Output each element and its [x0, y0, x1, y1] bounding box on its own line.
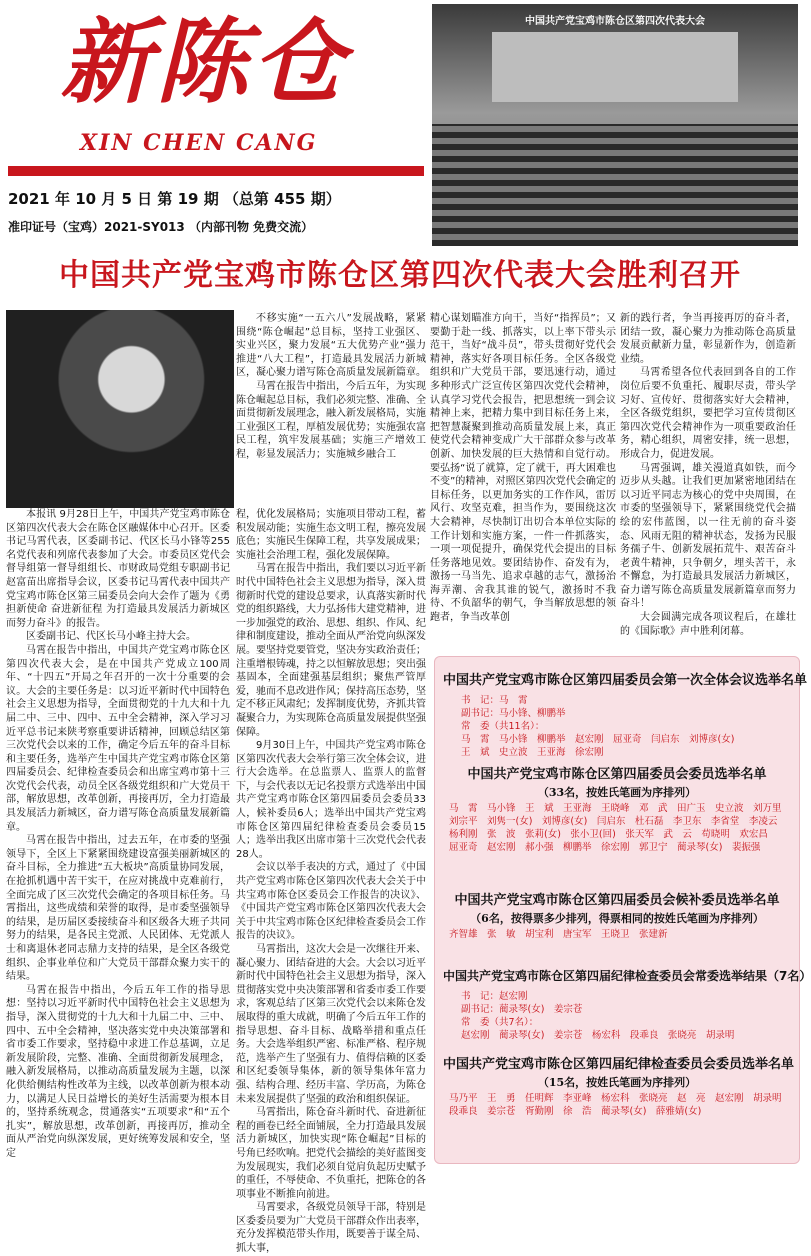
article-column-2-top	[236, 312, 426, 508]
article-paragraph: 9月30日上午，中国共产党宝鸡市陈仓区第四次代表大会举行第三次全体会议，进行大会选举。在总监票人、监票人的监督下，与会代表以无记名投票方式选举出中国共产党宝鸡市陈仓区第四届委员会委员33人，候补委员6人；选举出中国共产党宝鸡市陈仓区第四届纪律检查委员会委员15人；选举出我区出席市第十三次党代会代表28人。	[236, 740, 426, 860]
issue-date: 2021 年 10 月 5 日 第 19 期 （总第 455 期）	[8, 190, 341, 208]
article-paragraph: 精心谋划瞄准方向干，当好“指挥员”；又要勤于赴一线、抓落实，以上率下带头示范干，当好“战斗员”，带头贯彻好党代会精神，落实好各项目标任务。全区各级党组织和广大党员干部，要迅速行动，通过多种形式广泛宣传区第四次党代会精神，认真学习党代会报告，把思想统一到会议精神上来，把精力集中到目标任务上来，把智慧凝聚到推动高质量发展上来，真正使党代会精神变成广大干部群众参与改革创新、加快发展的巨大热情和自觉行动。要弘扬“说了就算，定了就干，再大困难也不变”的精神，对照区第四次党代会确定的目标任务，以更加务实的工作作风，雷厉风行、攻坚克难，担当作为，要围绕这次大会精神，尽快制订出切合本单位实际的工作计划和实施方案，一件一件抓落实，一项一项促提升，确保党代会提出的目标任务落地见效。要团结协作、奋发有为，激扬一马当先、追求卓越的志气，激扬治海弄潮、舍我其谁的锐气，激扬时不我待、不负韶华的朝气，争当解放思想的领跑者，争当改革创	[430, 313, 616, 624]
article-column-1	[6, 508, 230, 1178]
name-line: 书 记：马 霄	[461, 695, 528, 706]
hall-banner: 中国共产党宝鸡市陈仓区第四次代表大会	[525, 16, 705, 27]
hall-stage	[492, 32, 738, 102]
election-results-box	[434, 656, 811, 1164]
section-note: （15名，按姓氏笔画为序排列）	[537, 1076, 697, 1089]
committee-members-section	[443, 763, 791, 854]
name-line: 副书记：蔺录琴(女) 姜宗苍	[461, 1004, 583, 1015]
name-line: 赵宏刚 蔺录琴(女) 姜宗苍 杨宏科 段乖良 张晓亮 胡录明	[461, 1030, 735, 1041]
section-note: （33名，按姓氏笔画为序排列）	[537, 786, 697, 799]
discipline-members-section	[443, 1053, 795, 1118]
alternate-members-section	[443, 889, 791, 941]
article-paragraph: 不移实施“一五六八”发展战略，紧紧围绕“陈仓崛起”总目标，坚持工业强区、实业兴区，聚力发展“五大优势产业”强力推进“八大工程”，打造最具发展活力新城区，凝心聚力谱写陈仓高质量发展新篇章。	[236, 313, 426, 379]
article-column-4	[620, 312, 796, 648]
name-line: 常 委（共11名）：	[461, 721, 545, 732]
article-paragraph: 马霄指出，这次大会是一次继往开来、凝心聚力、团结奋进的大会。大会以习近平新时代中国特色社会主义思想为指导，深入贯彻落实党中央决策部署和省委市委工作要求，客观总结了区第三次党代会以来陈仓发展取得的重大成就，明确了今后五年工作的指导思想、奋斗目标、战略举措和重点任务。大会选举组织严密、标准严格、程序规范，选举产生了坚强有力、值得信赖的区委和区纪委领导集体，新的领导集体年富力强、结构合理、经历丰富、学历高，为陈仓未来发展提供了坚强的政治和组织保证。	[236, 944, 426, 1105]
masthead-logo: 新陈仓	[60, 8, 349, 116]
name-line: 书 记：赵宏刚	[461, 991, 528, 1002]
name-list: 齐智雄 张 敏 胡宝利 唐宝军 王晓卫 张建新	[449, 929, 668, 940]
article-paragraph: 马霄在报告中指出，今后五年，为实现陈仓崛起总目标，我们必须完整、准确、全面贯彻新发展理念，融入新发展格局，实施工业强区工程，厚植发展优势；实施强农富民工程，筑牢发展基础；实施三产增效工程，彰显发展活力；实施城乡融合工	[236, 380, 426, 460]
speaker-photo	[6, 310, 234, 508]
name-line: 马 霄 马小锋 柳鹏举 赵宏刚 屈亚奇 闫启东 刘博彦(女)	[461, 734, 735, 745]
article-paragraph: 本报讯 9月28日上午，中国共产党宝鸡市陈仓区第四次代表大会在陈仓区融媒体中心召开。区委书记马霄代表，区委副书记、代区长马小锋等255名党代表和列席代表参加了大会。市委员区党代会督导组第一督导组组长、市财政局党组专职副书记赵富苗出席指导会议，区委书记马霄代表中国共产党宝鸡市陈仓区第三届委员会向大会作了题为《勇担新使命 奋进新征程 为打造最具发展活力新城区而努力奋斗》的报告。	[6, 509, 230, 629]
section-title: 中国共产党宝鸡市陈仓区第四届委员会第一次全体会议选举名单	[443, 673, 808, 688]
name-list: 马 霄 马小锋 王 斌 王亚海 王晓峰 邓 武 田广玉 史立波 刘万里 刘宗平 刘隽一(女) 刘博彦(女) 闫启东 杜石磊 李卫东 李省堂 李凌云 杨利刚 张 波 张莉(女) 张小卫(回) 张天军 武 云 苟晓明 欢宏昌 屈亚奇 赵宏刚 郝小强 柳鹏举 徐宏刚 郭卫宁 蔺录琴(女) 裴振强	[449, 803, 792, 853]
section-note: （6名，按得票多少排列，得票相同的按姓氏笔画为序排列）	[470, 912, 764, 925]
article-paragraph: 会议以举手表决的方式，通过了《中国共产党宝鸡市陈仓区第四次代表大会关于中共宝鸡市陈仓区委员会工作报告的决议》、《中国共产党宝鸡市陈仓区第四次代表大会关于中共宝鸡市陈仓区纪律检查委员会工作报告的决议》。	[236, 862, 426, 942]
article-column-3	[430, 312, 616, 648]
discipline-standing-section	[443, 967, 811, 1042]
article-paragraph: 新的践行者，争当再接再厉的奋斗者，团结一致，凝心聚力为推动陈仓高质量发展贡献新力量，彰显新作为，创造新业绩。	[620, 313, 796, 365]
standing-committee-section	[443, 669, 808, 759]
article-paragraph: 程，优化发展格局；实施项目带动工程，蓄积发展动能；实施生态文明工程，擦亮发展底色；实施民生保障工程，共享发展成果；实施社会治理工程，强化发展保障。	[236, 509, 426, 561]
section-title: 中国共产党宝鸡市陈仓区第四届纪律检查委员会委员选举名单	[443, 1057, 795, 1072]
article-paragraph: 马霄在报告中指出，中国共产党宝鸡市陈仓区第四次代表大会，是在中国共产党成立100周年、“十四五”开局之年召开的一次十分重要的会议。大会的主要任务是：以习近平新时代中国特色社会主义思想为指导，全面贯彻党的十九大和十九届二中、三中、四中、五中全会精神，深入学习习近平总书记来陕考察重要讲话精神，回顾总结区第三次党代会以来的工作，确定今后五年的奋斗目标和主要任务，选举产生中国共产党宝鸡市陈仓区第四届委员会、纪律检查委员会和出席宝鸡市第十三次党代会代表，动员全区各级党组织和广大党员干部，解放思想，改革创新，再接再厉，全力打造最具发展活力新城区，奋力谱写陈仓高质量发展新篇章。	[6, 644, 230, 833]
article-paragraph: 大会圆满完成各项议程后，在雄壮的《国际歌》声中胜利闭幕。	[620, 612, 796, 637]
article-paragraph: 马霄强调，雄关漫道真如铁，而今迈步从头越。让我们更加紧密地团结在以习近平同志为核心的党中央周围，在市委的坚强领导下，紧紧围绕党代会描绘的宏伟蓝图，以一往无前的奋斗姿态、风雨无阻的精神状态，发扬为民服务孺子牛、创新发展拓荒牛、艰苦奋斗老黄牛精神，只争朝夕，埋头苦干，永不懈怠，为打造最具发展活力新城区，奋力谱写陈仓高质量发展新篇章而努力奋斗！	[620, 462, 796, 610]
article-paragraph: 马霄在报告中指出，今后五年工作的指导思想：坚持以习近平新时代中国特色社会主义思想为指导，深入贯彻党的十九大和十九届二中、三中、四中、五中全会精神，坚决落实党中央决策部署和省市委工作要求，坚持稳中求进工作总基调，立足新发展阶段，完整、准确、全面贯彻新发展理念，融入新发展格局，以推动高质量发展为主题，以深化供给侧结构性改革为主线，以改革创新为根本动力，以满足人民日益增长的美好生活需要为根本目的，坚持系统观念，贯通落实“五项要求”和“五个扎实”，解放思想，改革创新，再接再厉，推动全面从严治党向纵深发展，更好统筹发展和安全，坚定	[6, 984, 230, 1159]
article-paragraph: 区委副书记、代区长马小峰主持大会。	[26, 631, 196, 643]
section-title: 中国共产党宝鸡市陈仓区第四届委员会委员选举名单	[467, 767, 767, 782]
name-line: 副书记：马小锋、柳鹏举	[461, 708, 566, 719]
congress-hall-photo	[432, 4, 798, 246]
masthead	[0, 0, 425, 252]
section-title: 中国共产党宝鸡市陈仓区第四届纪律检查委员会常委选举结果（7名）	[443, 969, 811, 983]
section-title: 中国共产党宝鸡市陈仓区第四届委员会候补委员选举名单	[454, 893, 780, 908]
name-line: 常 委（共7名）：	[461, 1017, 539, 1028]
registration-number: 准印证号（宝鸡）2021-SY013 （内部刊物 免费交流）	[8, 220, 314, 234]
masthead-divider	[8, 166, 424, 176]
article-paragraph: 马霄指出，陈仓奋斗新时代、奋进新征程的画卷已经全面铺展，全力打造最具发展活力新城区，加快实现“陈仓崛起”目标的号角已经吹响。把党代会描绘的美好蓝图变为发展现实，我们必须自觉肩负起历史赋予的重任，不辱使命、不负重托，把陈仓的各项事业不断推向前进。	[236, 1107, 426, 1200]
main-headline: 中国共产党宝鸡市陈仓区第四次代表大会胜利召开	[59, 258, 741, 293]
article-column-2	[236, 508, 426, 1255]
masthead-pinyin: XIN CHEN CANG	[80, 130, 318, 156]
article-paragraph: 马霄希望各位代表回到各自的工作岗位后要不负重托、履职尽责，带头学习好、宣传好、贯彻落实好大会精神，全区各级党组织，要把学习宣传贯彻区第四次党代会精神作为一项重要政治任务，精心组织，周密安排，统一思想，形成合力，促进发展。	[620, 367, 796, 460]
hall-audience	[432, 124, 798, 246]
article-paragraph: 马霄在报告中指出，我们要以习近平新时代中国特色社会主义思想为指导，深入贯彻新时代党的建设总要求，认真落实新时代党的组织路线，大力弘扬伟大建党精神，进一步加强党的政治、思想、组织、作风、纪律和制度建设，推动全面从严治党向纵深发展。要坚持党要管党，坚决夯实政治责任；注重增根铸魂，持之以恒解放思想；突出强基固本，全面建强基层组织；聚焦严管厚爱，驰而不息改进作风；保持高压态势，坚定不移正风肃纪；发挥制度优势，齐抓共管凝聚合力，为实现陈仓高质量发展提供坚强保障。	[236, 563, 426, 738]
article-paragraph: 马霄要求，各级党员领导干部，特别是区委委员要为广大党员干部群众作出表率，充分发挥模范带头作用，既要善于谋全局、抓大事，	[236, 1202, 426, 1255]
name-line: 王 斌 史立波 王亚海 徐宏刚	[461, 747, 604, 758]
article-paragraph: 马霄在报告中指出，过去五年，在市委的坚强领导下，全区上下紧紧围绕建设富强美丽新城区的奋斗目标，全力推进“五大板块”高质量协同发展，在抢抓机遇中苦干实干，在应对挑战中克难前行，全面完成了区三次党代会确定的各项目标任务。马霄指出，这些成绩和荣誉的取得，是市委坚强领导的结果，是历届区委接续奋斗和区级各大班子共同努力的结果，是各民主党派、人民团体、无党派人士和离退休老同志鼎力支持的结果，是全区各级党组织、企事业单位和广大党员干部群众聚力实干的结果。	[6, 835, 230, 983]
name-list: 马乃平 王 勇 任明辉 李亚峰 杨宏科 张晓亮 赵 亮 赵宏刚 胡录明 段乖良 姜宗苍 胥勤刚 徐 浩 蔺录琴(女) 薛雅婧(女)	[449, 1093, 792, 1117]
